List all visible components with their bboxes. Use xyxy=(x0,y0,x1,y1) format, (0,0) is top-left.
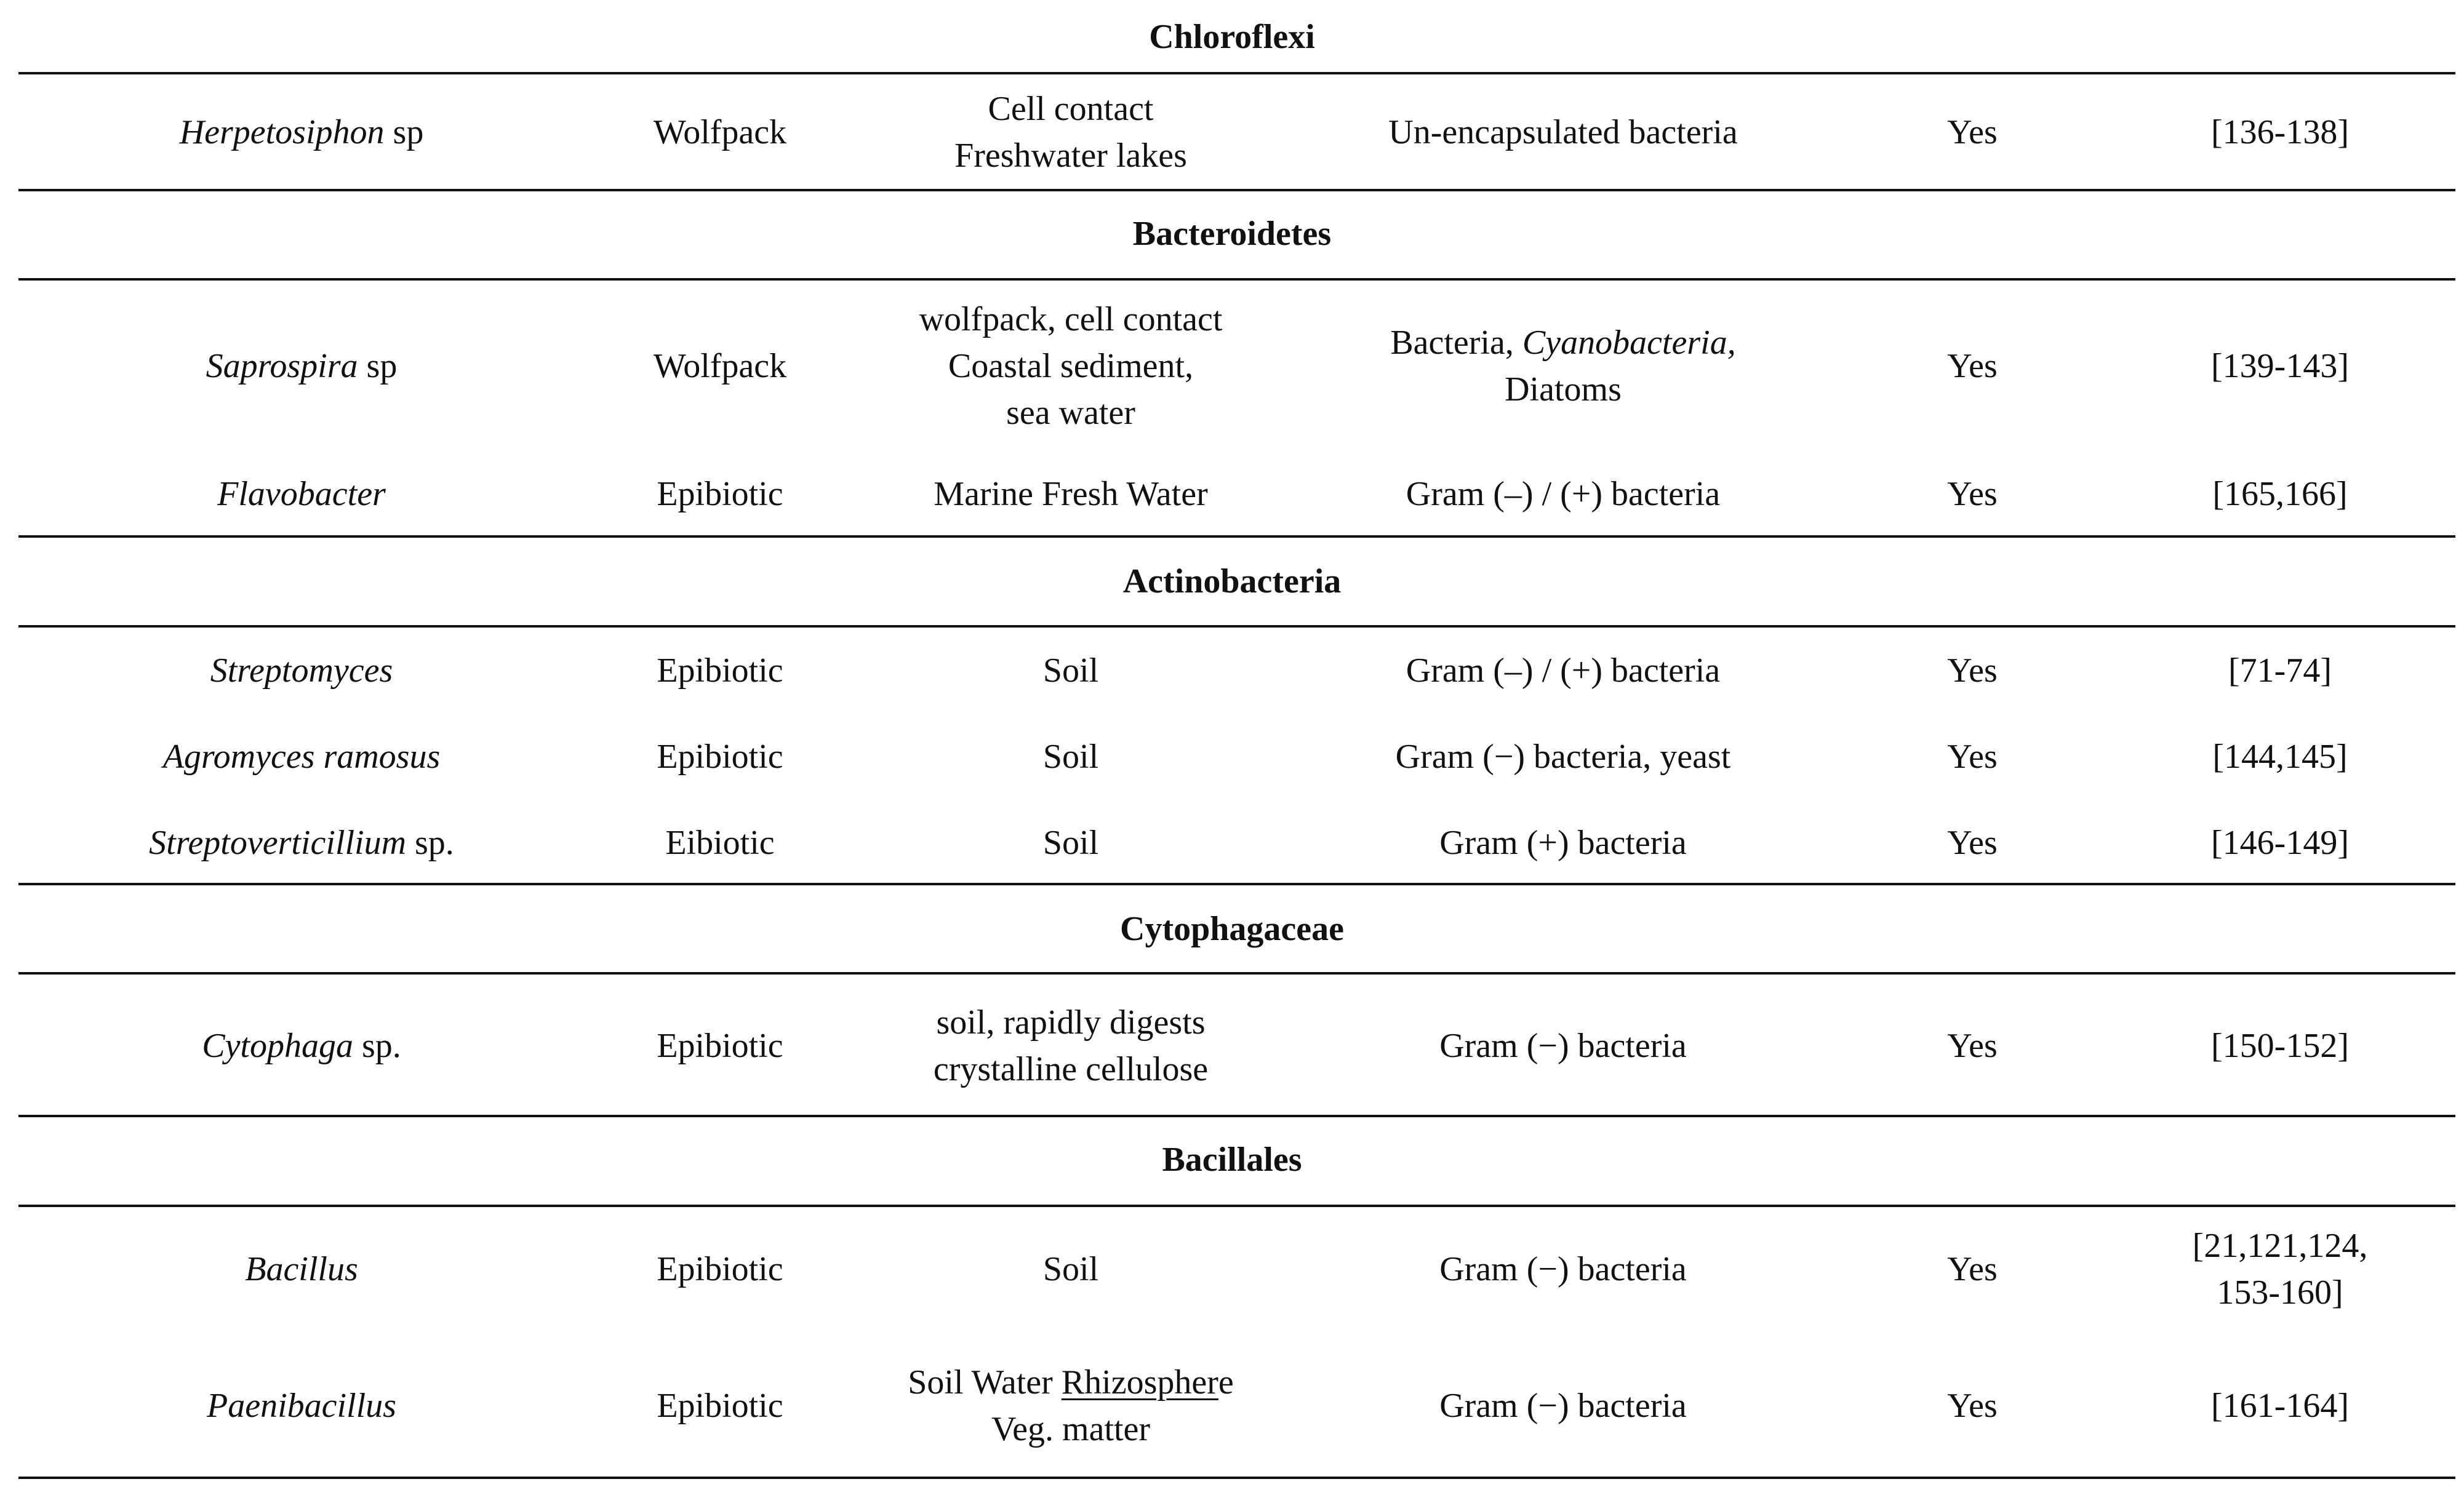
prey-text: Bacteria, xyxy=(1390,324,1522,362)
reference-line: [21,121,124, xyxy=(2192,1226,2368,1265)
table-row xyxy=(0,1347,2464,1464)
prey-cell: Gram (+) bacteria xyxy=(1439,824,1687,862)
prey-cell: Gram (−) bacteria xyxy=(1439,1027,1687,1065)
habitat-line: Coastal sediment, xyxy=(948,347,1194,385)
reference-cell: [165,166] xyxy=(2212,474,2348,513)
strategy-cell: Eibiotic xyxy=(665,824,775,862)
organism-name: Streptoverticillium xyxy=(149,824,407,862)
organism-suffix: sp. xyxy=(406,824,454,862)
prey-italic: Cyanobacteria, xyxy=(1522,324,1736,362)
strategy-cell: Wolfpack xyxy=(653,113,787,151)
organism-cell xyxy=(98,461,505,526)
section-rule xyxy=(18,535,2455,538)
section-heading: Chloroflexi xyxy=(1149,18,1315,56)
section-rule xyxy=(18,1205,2455,1207)
answer-cell: Yes xyxy=(1947,652,1998,690)
prey-cell: Un-encapsulated bacteria xyxy=(1388,113,1738,151)
habitat-cell: Soil xyxy=(1042,824,1099,862)
answer-cell: Yes xyxy=(1947,113,1998,151)
organism-name: Streptomyces xyxy=(210,652,393,690)
habitat-line: Veg. matter xyxy=(991,1410,1151,1448)
strategy-cell: Epibiotic xyxy=(657,1027,783,1065)
answer-cell: Yes xyxy=(1947,347,1998,385)
section-heading: Bacteroidetes xyxy=(1132,215,1332,253)
section-rule xyxy=(18,1115,2455,1117)
answer-cell: Yes xyxy=(1947,1387,1998,1425)
reference-cell: [150-152] xyxy=(2211,1027,2349,1065)
reference-line: 153-160] xyxy=(2217,1273,2343,1312)
organism-cell xyxy=(98,283,505,449)
organism-name: Flavobacter xyxy=(217,474,386,513)
answer-cell: Yes xyxy=(1947,824,1998,862)
reference-cell: [139-143] xyxy=(2211,347,2349,385)
organism-name: Herpetosiphon xyxy=(179,113,385,151)
habitat-text: e xyxy=(1218,1363,1234,1401)
habitat-cell xyxy=(849,283,1292,449)
habitat-cell xyxy=(849,984,1292,1107)
section-heading: Actinobacteria xyxy=(1122,562,1342,600)
organism-cell xyxy=(98,1212,505,1326)
table-row xyxy=(0,812,2464,874)
reference-cell: [136-138] xyxy=(2211,113,2349,151)
habitat-line: Freshwater lakes xyxy=(954,137,1187,175)
organism-suffix: sp xyxy=(358,347,398,385)
organism-cell xyxy=(98,812,505,874)
organism-cell xyxy=(98,77,505,188)
reference-cell: [161-164] xyxy=(2211,1387,2349,1425)
habitat-underlined: Rhizospher xyxy=(1061,1363,1218,1401)
habitat-cell: Soil xyxy=(1042,652,1099,690)
section-rule xyxy=(18,972,2455,975)
strategy-cell: Epibiotic xyxy=(657,738,783,776)
table-row xyxy=(0,640,2464,701)
table-row xyxy=(0,461,2464,526)
prey-cell: Gram (–) / (+) bacteria xyxy=(1406,652,1721,690)
table-bottom-rule xyxy=(18,1477,2455,1479)
prey-cell: Gram (−) bacteria xyxy=(1439,1250,1687,1288)
habitat-cell xyxy=(849,1347,1292,1464)
table-row xyxy=(0,726,2464,787)
answer-cell: Yes xyxy=(1947,1027,1998,1065)
prey-cell: Gram (−) bacteria, yeast xyxy=(1395,738,1731,776)
habitat-line: Cell contact xyxy=(988,90,1154,128)
organism-suffix: sp xyxy=(384,113,424,151)
strategy-cell: Wolfpack xyxy=(653,347,787,385)
organism-name: Agromyces ramosus xyxy=(162,738,441,776)
table-row xyxy=(0,984,2464,1107)
section-rule xyxy=(18,72,2455,74)
answer-cell: Yes xyxy=(1947,474,1998,513)
organism-cell xyxy=(98,984,505,1107)
habitat-line: sea water xyxy=(1006,394,1135,432)
habitat-cell xyxy=(849,77,1292,188)
organism-name: Cytophaga xyxy=(202,1027,353,1065)
habitat-cell: Soil xyxy=(1042,1250,1099,1288)
reference-cell: [71-74] xyxy=(2228,652,2332,690)
prey-cell: Gram (−) bacteria xyxy=(1439,1387,1687,1425)
habitat-line: wolfpack, cell contact xyxy=(919,300,1223,338)
answer-cell: Yes xyxy=(1947,1250,1998,1288)
prey-cell: Gram (–) / (+) bacteria xyxy=(1406,474,1721,513)
section-rule xyxy=(18,278,2455,281)
habitat-line: soil, rapidly digests xyxy=(936,1003,1206,1042)
habitat-line: crystalline cellulose xyxy=(933,1050,1209,1088)
habitat-cell: Marine Fresh Water xyxy=(934,474,1208,513)
section-rule xyxy=(18,625,2455,628)
prey-cell xyxy=(1323,283,1803,449)
reference-cell: [146-149] xyxy=(2211,824,2349,862)
strategy-cell: Epibiotic xyxy=(657,1250,783,1288)
habitat-cell: Soil xyxy=(1042,738,1099,776)
section-rule xyxy=(18,189,2455,191)
strategy-cell: Epibiotic xyxy=(657,652,783,690)
organism-name: Paenibacillus xyxy=(207,1387,396,1425)
table-row xyxy=(0,77,2464,188)
organism-cell xyxy=(98,726,505,787)
organism-suffix: sp. xyxy=(353,1027,401,1065)
table-row xyxy=(0,1212,2464,1326)
prey-text: Diatoms xyxy=(1505,370,1622,409)
strategy-cell: Epibiotic xyxy=(657,474,783,513)
reference-cell: [144,145] xyxy=(2212,738,2348,776)
table-row xyxy=(0,283,2464,449)
answer-cell: Yes xyxy=(1947,738,1998,776)
reference-cell xyxy=(2117,1212,2443,1326)
section-heading: Cytophagaceae xyxy=(1120,910,1344,948)
strategy-cell: Epibiotic xyxy=(657,1387,783,1425)
organism-cell xyxy=(98,1347,505,1464)
habitat-text: Soil Water xyxy=(908,1363,1062,1401)
section-rule xyxy=(18,883,2455,885)
organism-cell xyxy=(98,640,505,701)
organism-name: Bacillus xyxy=(245,1250,358,1288)
organism-name: Saprospira xyxy=(206,347,358,385)
section-heading: Bacillales xyxy=(1162,1141,1302,1179)
